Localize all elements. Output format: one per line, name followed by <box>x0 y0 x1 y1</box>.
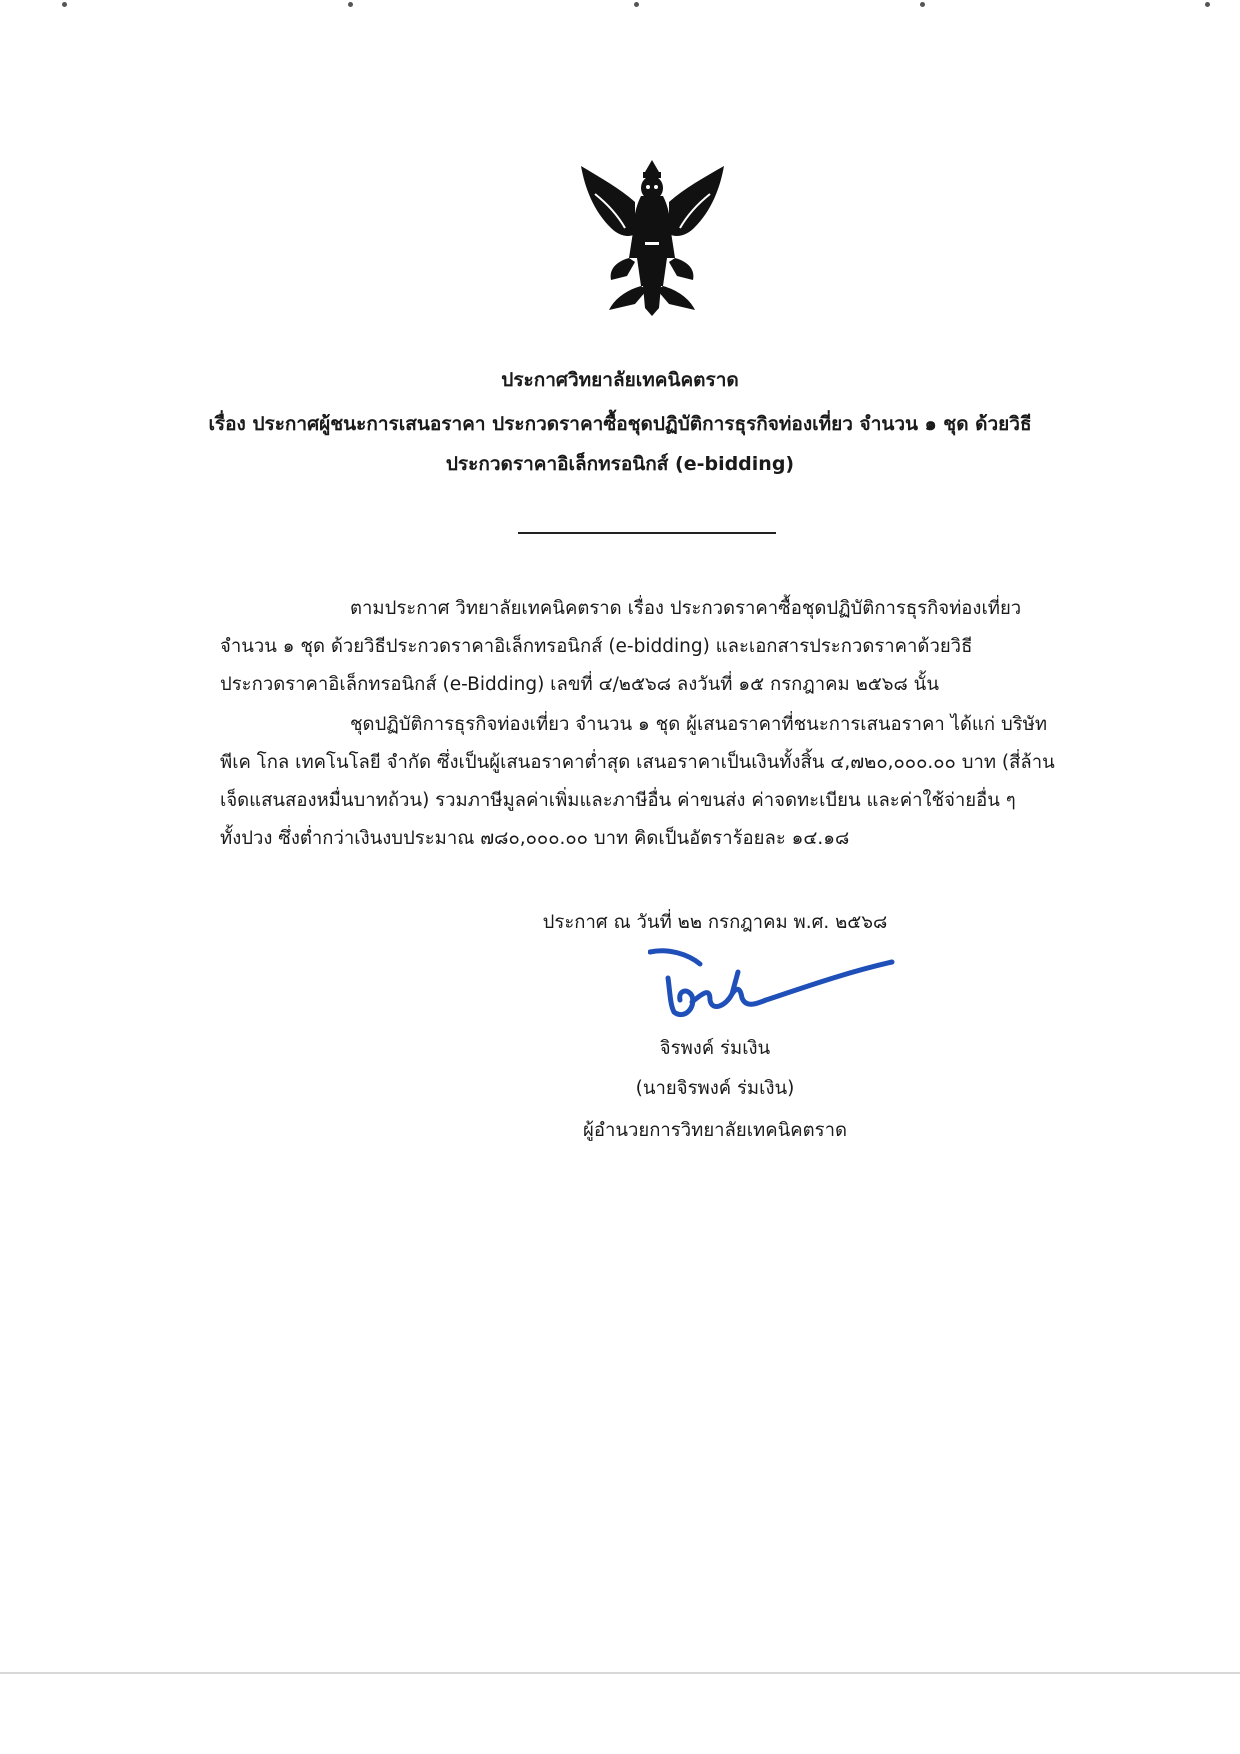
scan-dot <box>920 2 925 7</box>
scan-dot <box>1205 2 1210 7</box>
paragraph-2 <box>220 706 1055 858</box>
scan-dot <box>348 2 353 7</box>
announce-date: ประกาศ ณ วันที่ ๒๒ กรกฎาคม พ.ศ. ๒๕๖๘ <box>542 912 888 933</box>
scan-edge-line <box>0 1672 1240 1674</box>
signer-name: จิรพงค์ ร่มเงิน <box>659 1038 771 1059</box>
p2-line-2: พีเค โกล เทคโนโลยี จำกัด ซึ่งเป็นผู้เสนอราคาต่ำสุด เสนอราคาเป็นเงินทั้งสิ้น ๔,๗๒๐,๐๐๐.๐๐ บาท (สี่ล้าน <box>220 752 1055 773</box>
subject-line-2: ประกวดราคาอิเล็กทรอนิกส์ (e-bidding) <box>445 453 795 475</box>
subject-line-1: เรื่อง ประกาศผู้ชนะการเสนอราคา ประกวดราคาซื้อชุดปฏิบัติการธุรกิจท่องเที่ยว จำนวน ๑ ชุด ด้วยวิธี <box>208 413 1032 435</box>
signer-position: ผู้อำนวยการวิทยาลัยเทคนิคตราด <box>583 1120 847 1141</box>
handwritten-signature <box>648 942 896 1022</box>
p1-line-3: ประกวดราคาอิเล็กทรอนิกส์ (e-Bidding) เลขที่ ๔/๒๕๖๘ ลงวันที่ ๑๕ กรกฎาคม ๒๕๖๘ นั้น <box>220 674 939 695</box>
garuda-emblem-icon <box>575 158 730 318</box>
p1-line-2: จำนวน ๑ ชุด ด้วยวิธีประกวดราคาอิเล็กทรอนิกส์ (e-bidding) และเอกสารประกวดราคาด้วยวิธี <box>220 636 973 657</box>
p1-line-1: ตามประกาศ วิทยาลัยเทคนิคตราด เรื่อง ประกวดราคาซื้อชุดปฏิบัติการธุรกิจท่องเที่ยว <box>350 598 1022 619</box>
paragraph-1 <box>220 590 1050 704</box>
org-title: ประกาศวิทยาลัยเทคนิคตราด <box>501 369 739 391</box>
p2-line-1: ชุดปฏิบัติการธุรกิจท่องเที่ยว จำนวน ๑ ชุด ผู้เสนอราคาที่ชนะการเสนอราคา ได้แก่ บริษัท <box>350 714 1048 735</box>
p2-line-4: ทั้งปวง ซึ่งต่ำกว่าเงินงบประมาณ ๗๘๐,๐๐๐.๐๐ บาท คิดเป็นอัตราร้อยละ ๑๔.๑๘ <box>220 828 850 849</box>
p2-line-3: เจ็ดแสนสองหมื่นบาทถ้วน) รวมภาษีมูลค่าเพิ่มและภาษีอื่น ค่าขนส่ง ค่าจดทะเบียน และค่าใช้จ่ายอื่น ๆ <box>220 790 1016 811</box>
signer-full-name: (นายจิรพงค์ ร่มเงิน) <box>635 1078 795 1099</box>
scan-dot <box>62 2 67 7</box>
scan-dot <box>634 2 639 7</box>
title-divider <box>518 532 776 534</box>
